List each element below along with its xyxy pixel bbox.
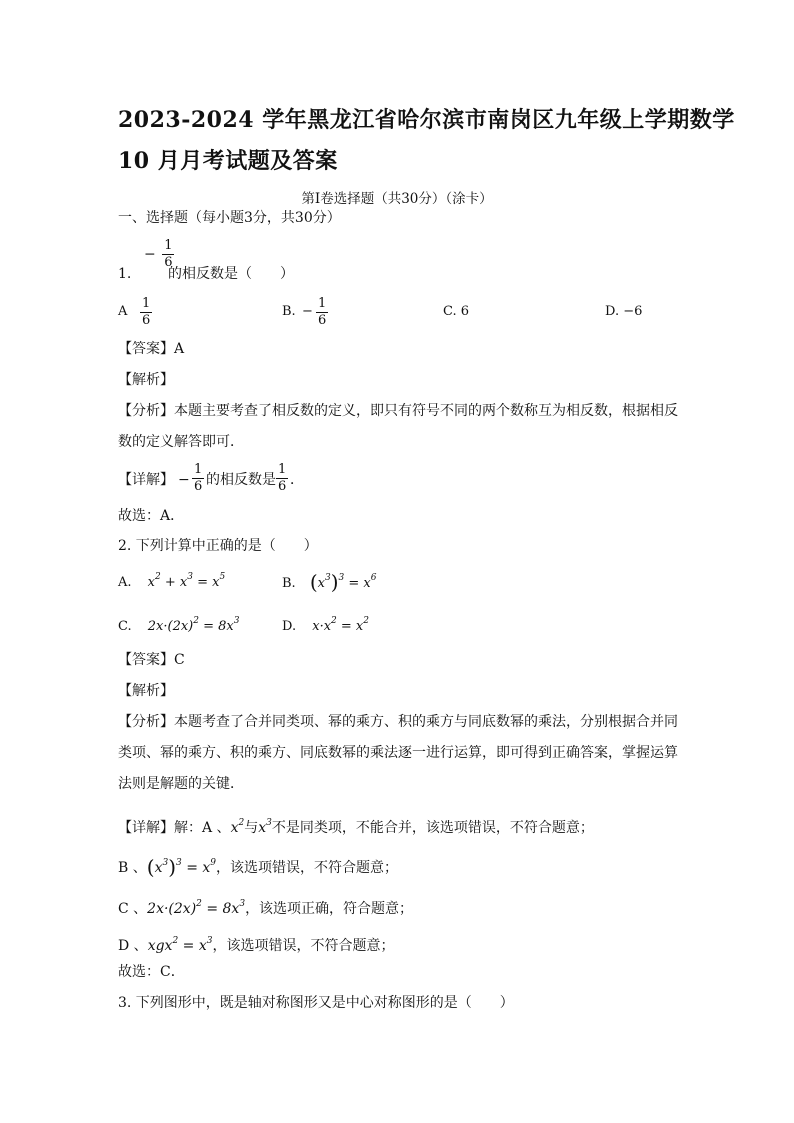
q1-option-b-sign: − (302, 304, 313, 319)
q2-fenxi-line1: 【分析】本题考查了合并同类项、幂的乘方、积的乘方与同底数幂的乘法，分别根据合并同 (118, 714, 678, 730)
q1-detail-frac2-num: 1 (278, 462, 287, 477)
q2-detail-a-expr2: $x^3$ (258, 818, 272, 836)
q1-option-a-den: 6 (142, 313, 151, 328)
q1-detail-frac1-den: 6 (194, 479, 203, 494)
q2-detail-c-post: ，该选项正确，符合题意； (245, 901, 414, 917)
q2-answer: 【答案】C (118, 652, 185, 668)
q2-detail-b-pre: B 、 (118, 860, 147, 876)
q1-choose: 故选：A． (118, 508, 185, 524)
q2-detail-b-post: ，该选项错误，不符合题意； (216, 860, 399, 876)
doc-title-line1: 2023-2024 学年黑龙江省哈尔滨市南岗区九年级上学期数学 (118, 107, 735, 133)
q1-option-d[interactable]: D. −6 (605, 304, 643, 319)
q1-fenxi-line2: 数的定义解答即可． (118, 434, 244, 450)
q2-analysis-label: 【解析】 (118, 683, 174, 699)
q2-option-c-label: C. (118, 619, 132, 634)
q2-option-a-expr: $x^2 + x^3 = x^5$ (147, 572, 226, 590)
q1-analysis-label: 【解析】 (118, 372, 174, 388)
q2-option-b-expr: $(x^3)^3 = x^6$ (309, 570, 377, 594)
q1-option-c[interactable]: C. 6 (443, 304, 470, 319)
q2-option-b-label: B. (282, 576, 296, 591)
q1-detail-end: ． (290, 472, 304, 488)
q2-option-a-label: A. (118, 575, 132, 590)
q1-detail-frac1 (192, 462, 204, 495)
q2-detail-a-post: 不是同类项，不能合并，该选项错误，不符合题意； (271, 820, 594, 836)
q1-option-b-num: 1 (318, 296, 327, 311)
q2-option-d-expr: $x\cdot x^2 = x^2$ (312, 616, 369, 634)
q2-detail-b-expr: $(x^3)^3 = x^9$ (146, 855, 217, 879)
q2-option-d[interactable] (282, 616, 369, 634)
q1-detail-sign: − (178, 472, 190, 488)
q2-option-c[interactable] (118, 616, 239, 634)
q1-frac-num: 1 (164, 238, 173, 253)
q2-detail-c-expr: $2x\cdot(2x)^2 = 8x^3$ (147, 899, 246, 917)
q2-detail-a-mid: 与 (244, 820, 259, 836)
q2-option-b[interactable] (282, 570, 377, 594)
doc-title-line2: 10 月月考试题及答案 (118, 148, 338, 174)
q1-option-b-den: 6 (318, 313, 327, 328)
q2-detail-a-pre: 【详解】解：A 、 (118, 820, 231, 836)
q1-frac-sign: − (144, 246, 156, 263)
q2-choose: 故选：C． (118, 964, 185, 980)
q2-detail-d-pre: D 、 (118, 938, 148, 954)
q2-detail-d (118, 931, 394, 956)
q1-option-a-label: A (118, 304, 128, 319)
q1-detail-mid: 的相反数是 (206, 472, 276, 488)
q1-answer: 【答案】A (118, 341, 185, 357)
q2-option-d-label: D. (282, 619, 297, 634)
q2-stem: 2. 下列计算中正确的是（ ） (118, 538, 318, 554)
q2-option-c-expr: $2x\cdot(2x)^2 = 8x^3$ (147, 616, 240, 634)
q1-detail-label: 【详解】 (118, 472, 174, 488)
q2-fenxi-line3: 法则是解题的关键． (118, 776, 244, 792)
q2-detail-c (118, 894, 413, 919)
q1-option-a-num: 1 (142, 296, 151, 311)
q2-detail-a (118, 813, 594, 838)
q3-stem: 3. 下列图形中，既是轴对称图形又是中心对称图形的是（ ） (118, 995, 514, 1011)
q1-stem-text: 的相反数是（ ） (168, 266, 294, 282)
q1-option-b-label: B. (282, 304, 296, 319)
section-header: 第Ⅰ卷选择题（共30分）（涂卡） (301, 191, 493, 207)
q2-detail-b (118, 853, 398, 878)
q2-detail-a-expr1: $x^2$ (230, 818, 245, 836)
q1-option-a-frac (140, 296, 152, 329)
q2-detail-d-post: ，该选项错误，不符合题意； (212, 938, 395, 954)
q1-fenxi-line1: 【分析】本题主要考查了相反数的定义，即只有符号不同的两个数称互为相反数，根据相反 (118, 403, 678, 419)
q2-detail-c-pre: C 、 (118, 901, 148, 917)
q2-fenxi-line2: 类项、幂的乘方、积的乘方、同底数幂的乘法逐一进行运算，即可得到正确答案，掌握运算 (118, 745, 678, 761)
q1-option-b-frac (316, 296, 328, 329)
q2-detail-d-expr: $xgx^2 = x^3$ (147, 936, 213, 954)
q1-detail-frac1-num: 1 (194, 462, 203, 477)
q2-option-a[interactable] (118, 572, 225, 590)
q1-detail-frac2 (276, 462, 288, 495)
part-heading: 一、选择题（每小题3分，共30分） (118, 210, 341, 226)
q1-frac-den: 6 (164, 255, 173, 270)
q1-number: 1. (118, 266, 132, 282)
q1-detail-frac2-den: 6 (278, 479, 287, 494)
